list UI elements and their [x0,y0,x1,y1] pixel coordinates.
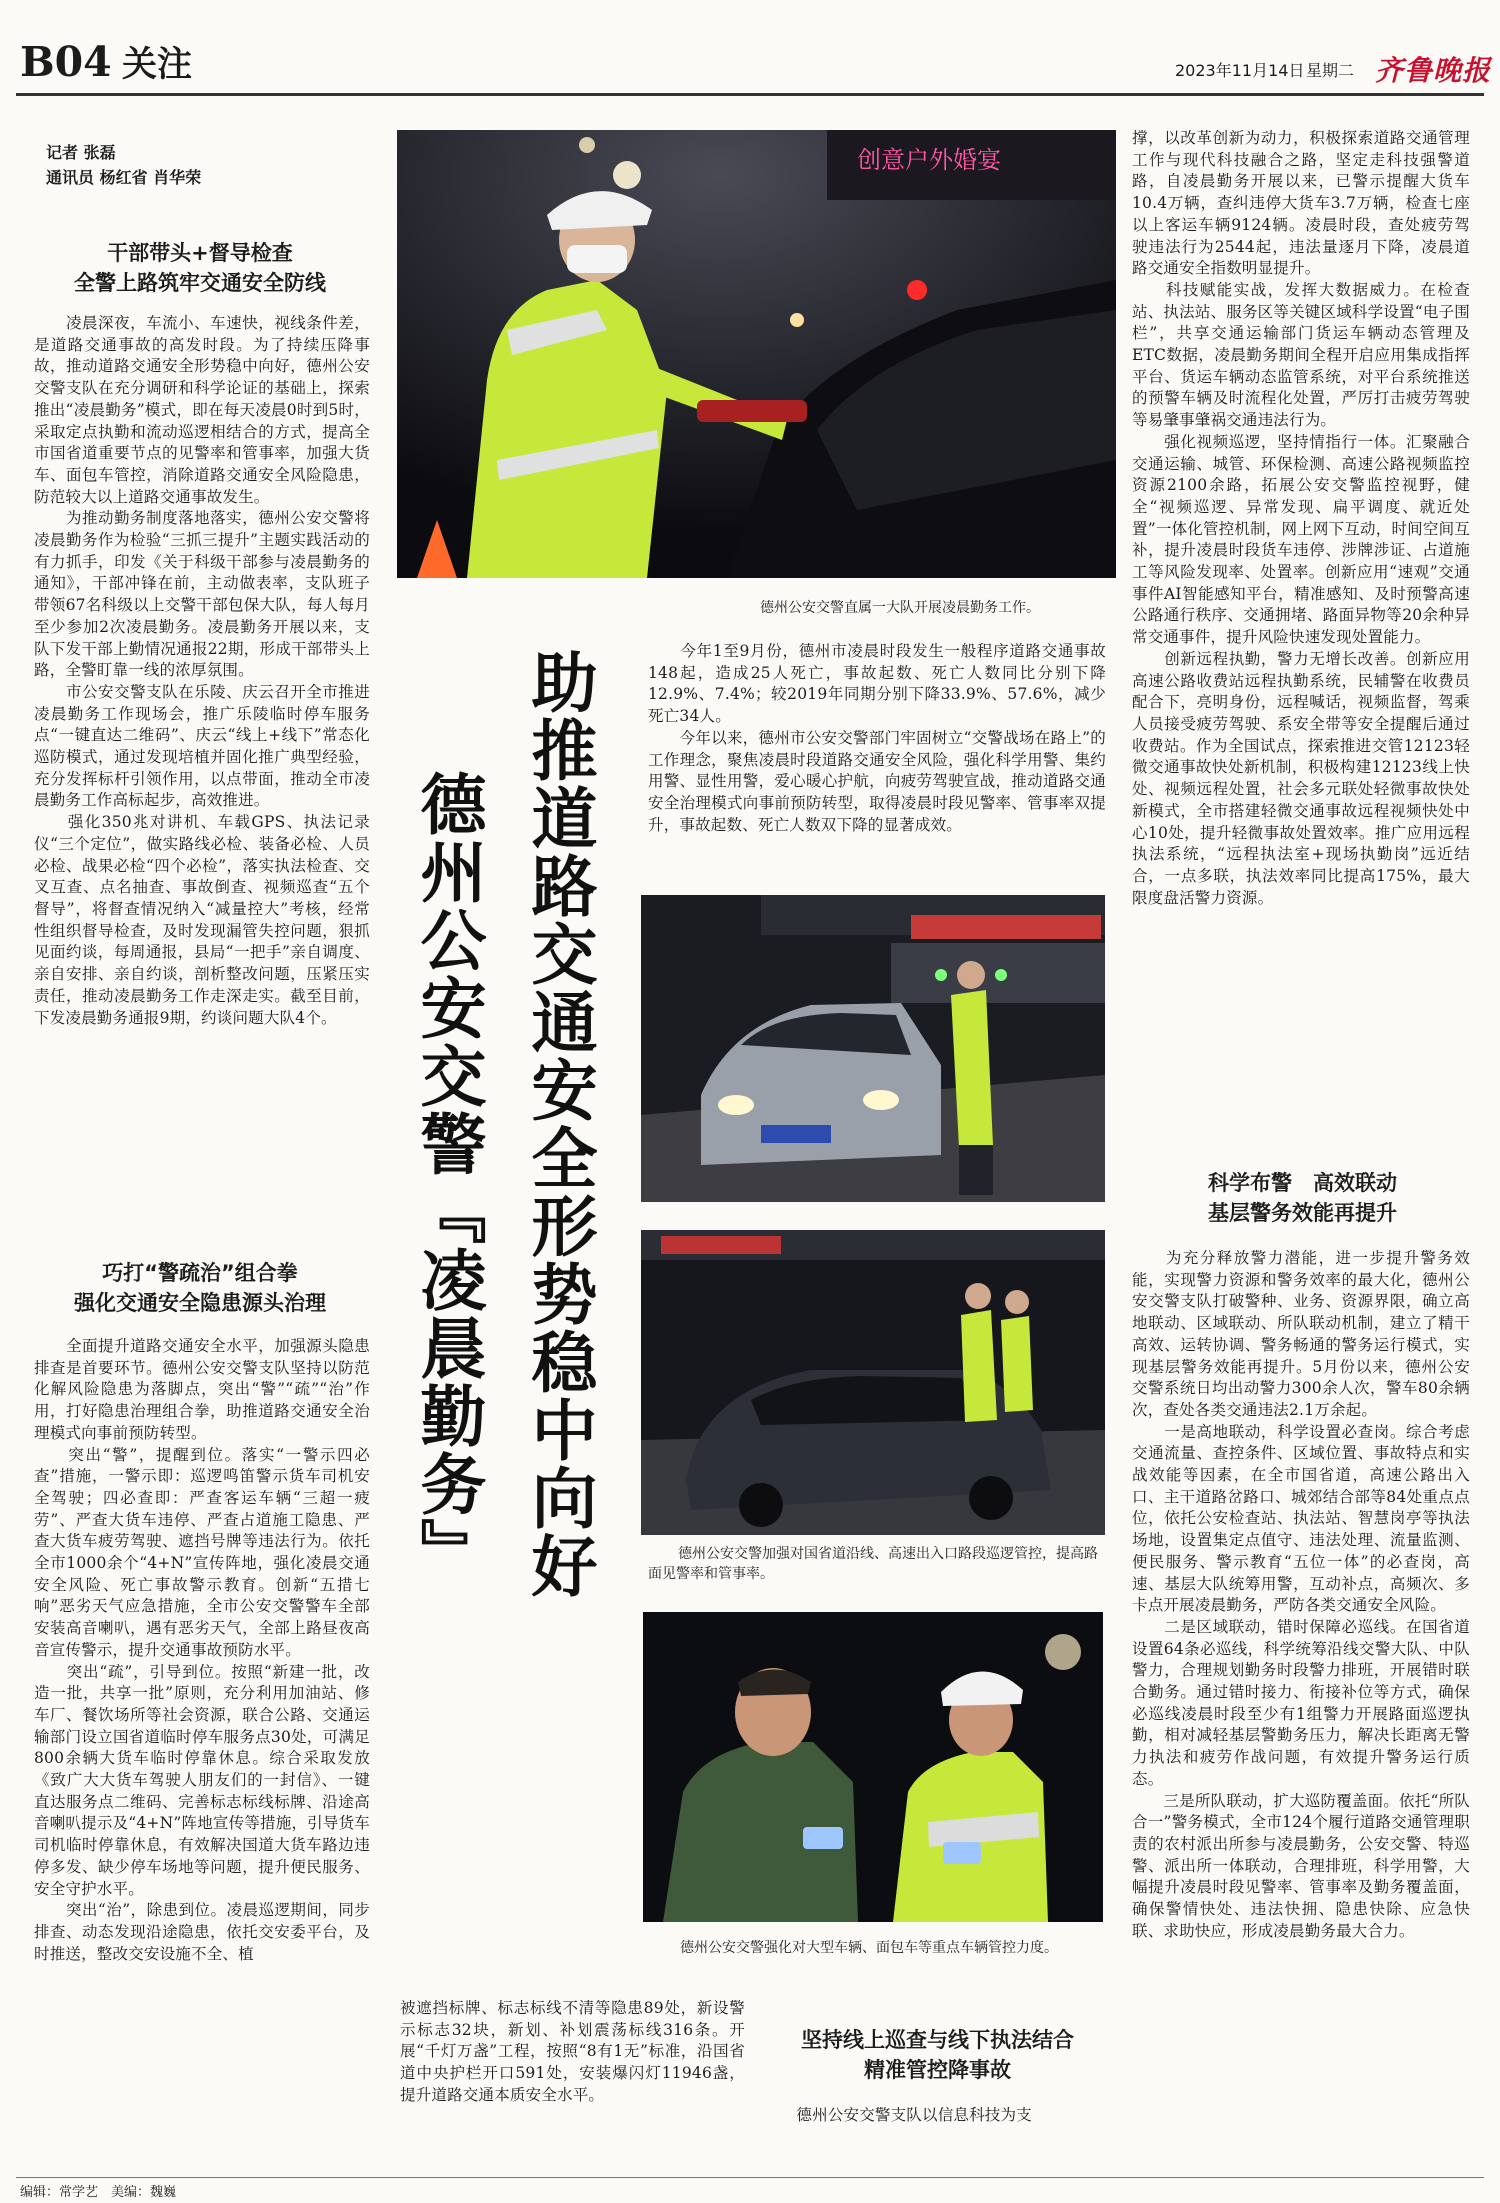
photo-officers-inspecting-car [641,1230,1105,1535]
section-2-title-line2: 强化交通安全隐患源头治理 [74,1291,326,1315]
masthead [0,0,1500,96]
article-col1-part1: 凌晨深夜，车流小、车速快，视线条件差，是道路交通事故的高发时段。为了持续压降事故，推动道路交通安全形势稳中向好，德州公安交警支队在充分调研和科学论证的基础上，探索推出“凌晨勤务”模式，即在每天凌晨0时到5时，采取定点执勤和流动巡逻相结合的方式，提高全市国省道重要节点的见警率和管事率，加强大货车、面包车管控，消除道路交通安全风险隐患，防范较大以上道路交通事故发生。 为推动勤务制度落地落实，德州公安交警将凌晨勤务作为检验“三抓三提升”主题实践活动的有力抓手，印发《关于科级干部参与凌晨勤务的通知》，干部冲锋在前，主动做表率，支队班子带领67名科级以上交警干部包保大队，每人每月至少参加2次凌晨勤务。凌晨勤务开展以来，支队下发干部上勤情况通报22期，形成干部带头上路，全警盯靠一线的浓厚氛围。 市公安交警支队在乐陵、庆云召开全市推进凌晨勤务工作现场会，推广乐陵临时停车服务点“一键直达二维码”、庆云“线上+线下”常态化巡防模式，通过发现培植并固化推广典型经验，充分发挥标杆引领作用，以点带面，推动全市凌晨勤务工作高标起步，高效推进。 强化350兆对讲机、车载GPS、执法记录仪“三个定位”，做实路线必检、装备必检、人员必检、战果必检“四个必检”，落实执法检查、交叉互查、点名抽查、事故倒查、视频巡查“五个督导”，将督查情况纳入“减量控大”考核，经常性组织督导检查，及时发现漏管失控问题，狠抓见面约谈，每周通报，县局“一把手”亲自调度、亲自安排、亲自约谈，剖析整改问题，压紧压实责任，推动凌晨勤务工作走深走实。截至目前，下发凌晨勤务通报9期，约谈问题大队4个。 [34,314,370,1027]
byline-reporter: 记者 张磊 [46,143,116,162]
caption-photo4: 德州公安交警强化对大型车辆、面包车等重点车辆管控力度。 [680,1940,1058,1956]
section-2-title [40,1258,360,1318]
section-2-title-line1: 巧打“警疏治”组合拳 [102,1261,298,1285]
weekday: 星期二 [1306,61,1355,80]
article-col3-bottom: 德州公安交警支队以信息科技为支 [765,2106,1032,2124]
footer-editors: 编辑：常学艺 美编：魏巍 [20,2185,177,2200]
masthead-rule [16,93,1484,96]
section-3-title [1140,1168,1465,1228]
headline-sub: 德州公安交警『凌晨勤务』 [409,770,487,1586]
section-3-title-line2: 基层警务效能再提升 [1208,1201,1397,1225]
byline [46,140,201,190]
photo-officer-at-toll-station [641,895,1105,1202]
paper-logo: 齐鲁晚报 [1375,54,1492,87]
byline-correspondents: 通讯员 杨红省 肖华荣 [46,168,202,187]
footer-rule [16,2177,1484,2178]
article-col4-part1: 撑，以改革创新为动力，积极探索道路交通管理工作与现代科技融合之路，坚定走科技强警道路，自凌晨勤务开展以来，已警示提醒大货车10.4万辆，查纠违停大货车3.7万辆，检查七座以上客运车辆9124辆。凌晨时段，查处疲劳驾驶违法行为2544起，违法量逐月下降，凌晨道路交通安全指数明显提升。 科技赋能实战，发挥大数据威力。在检查站、执法站、服务区等关键区域科学设置“电子围栏”，共享交通运输部门货运车辆动态管理及ETC数据，凌晨勤务期间全程开启应用集成指挥平台、货运车辆动态监管系统，对平台系统推送的预警车辆及时流程化处置，严厉打击疲劳驾驶等易肇事肇祸交通违法行为。 强化视频巡逻，坚持情指行一体。汇聚融合交通运输、城管、环保检测、高速公路视频监控资源2100余路，拓展公安交警监控视野，健全“视频巡逻、异常发现、扁平调度、就近处置”一体化管控机制，网上网下互动，时间空间互补，提升凌晨时段货车违停、涉牌涉证、占道施工等风险发现率、处置率。创新应用“速观”交通事件AI智能感知平台，精准感知、及时预警高速公路通行秩序、交通拥堵、路面异物等20余种异常交通事件，提升风险快速发现处置能力。 创新远程执勤，警力无增长改善。创新应用高速公路收费站远程执勤系统，民辅警在收费员配合下，亮明身份，远程喊话，视频监督，驾乘人员接受疲劳驾驶、系安全带等安全提醒后通过收费站。作为全国试点，探索推进交管12123轻微交通事故快处新机制，积极构建12123线上快处、视频远程处置，社会多元联处轻微事故快处新模式，全市搭建轻微交通事故远程视频快处中心10处，提升轻微事故处置效率。推广应用远程执法系统，“远程执法室+现场执勤岗”远近结合，一点多联，执法效率同比提高175%，最大限度盘活警力资源。 [1132,129,1470,907]
section-name: 关注 [122,45,193,85]
photo-officer-checking-driver-phone [643,1612,1103,1922]
section-1-title-line2: 全警上路筑牢交通安全防线 [74,271,326,295]
article-col1-part2: 全面提升道路交通安全水平，加强源头隐患排查是首要环节。德州公安交警支队坚持以防范化解风险隐患为落脚点，突出“警”“疏”“治”作用，打好隐患治理组合拳，助推道路交通安全治理模式向事前预防转型。 突出“警”，提醒到位。落实“一警示四必查”措施，一警示即：巡逻鸣笛警示货车司机安全驾驶；四必查即：严查客运车辆“三超一疲劳”、严查大货车违停、严查占道施工隐患、严查大货车疲劳驾驶、遮挡号牌等违法行为。依托全市1000余个“4+N”宣传阵地，强化凌晨交通安全风险、死亡事故警示教育。创新“五措七响”恶劣天气应急措施，全市公安交警警车全部安装高音喇叭，遇有恶劣天气，全部上路昼夜高音宣传警示，提升交通事故预防水平。 突出“疏”，引导到位。按照“新建一批，改造一批，共享一批”原则，充分利用加油站、修车厂、餐饮场所等社会资源，联合公路、交通运输部门设立国省道临时停车服务点30处，可满足800余辆大货车临时停靠休息。综合采取发放《致广大大货车驾驶人朋友们的一封信》、一键直达服务点二维码、完善标志标线标牌、沿途高音喇叭提示及“4+N”阵地宣传等措施，引导货车司机临时停靠休息，有效解决国道大货车路边违停多发、缺少停车场地等问题，提升便民服务、安全守护水平。 突出“治”，除患到位。凌晨巡逻期间，同步排查、动态发现沿途隐患，依托交安委平台，及时推送，整改交安设施不全、植 [34,1337,370,1963]
headline-main: 助推道路交通安全形势稳中向好 [520,648,598,1600]
page-number: B04 [20,38,112,86]
section-4-title-line1: 坚持线上巡查与线下执法结合 [801,2028,1074,2052]
section-3-title-line1: 科学布警 高效联动 [1208,1171,1397,1195]
issue-date: 2023年11月14日 [1175,61,1305,80]
section-4-title-line2: 精准管控降事故 [864,2058,1011,2082]
article-col3-intro: 今年1至9月份，德州市凌晨时段发生一般程序道路交通事故148起，造成25人死亡，事故起数、死亡人数同比分别下降12.9%、7.4%；较2019年同期分别下降33.9%、57.6%，减少死亡34人。 今年以来，德州市公安交警部门牢固树立“交警战场在路上”的工作理念，聚焦凌晨时段道路交通安全风险，强化科学用警、集约用警、显性用警，爱心暖心护航，向疲劳驾驶宣战，推动道路交通安全治理模式向事前预防转型，取得凌晨时段见警率、管事率双提升，事故起数、死亡人数双下降的显著成效。 [648,642,1106,834]
photo-officer-checking-car [397,130,1116,578]
article-col4-part2: 为充分释放警力潜能，进一步提升警务效能，实现警力资源和警务效率的最大化，德州公安交警支队打破警种、业务、资源界限，确立高地联动、区域联动、所队联动机制，建立了精干高效、运转协调、警务畅通的警务运行模式，实现基层警务效能再提升。5月份以来，德州公安交警系统日均出动警力300余人次，警车80余辆次，查处各类交通违法2.1万余起。 一是高地联动，科学设置必查岗。综合考虑交通流量、查控条件、区域位置、事故特点和实战效能等因素，在全市国省道，高速公路出入口、主干道路岔路口、城郊结合部等84处重点点位，依托公安检查站、执法站、智慧岗亭等执法场地，设置集定点值守、违法处理、流量监测、便民服务、警示教育“五位一体”的必查岗，高速、基层大队统筹用警，互动补点，高频次、多卡点开展凌晨勤务，严防各类交通安全风险。 二是区域联动，错时保障必巡线。在国省道设置64条必巡线，科学统筹沿线交警大队、中队警力，合理规划勤务时段警力排班，开展错时联合勤务。通过错时接力、衔接补位等方式，确保必巡线凌晨时段至少有1组警力开展路面巡逻执勤，相对减轻基层警勤务压力，解决长距离无警力执法和疲劳作战问题，有效提升警务运行质态。 三是所队联动，扩大巡防覆盖面。依托“所队合一”警务模式，全市124个履行道路交通管理职责的农村派出所参与凌晨勤务，公安交警、特巡警、派出所一体联动，合理排班，科学用警，大幅提升凌晨时段见警率、管事率及勤务覆盖面，确保警情快处、违法快拥、隐患快除、应急快联、求助快应，形成凌晨勤务最大合力。 [1132,1249,1470,1940]
shop-sign: 创意户外婚宴 [857,146,1001,174]
section-1-title-line1: 干部带头+督导检查 [107,241,293,265]
section-1-title [40,238,360,298]
section-4-title [765,2025,1110,2085]
article-col2-bottom: 被遮挡标牌、标志标线不清等隐患89处，新设警示标志32块，新划、补划震荡标线316条。开展“千灯万盏”工程，按照“8有1无”标准，沿国省道中央护栏开口591处，安装爆闪灯11946盏，提升道路交通本质安全水平。 [400,1999,745,2104]
caption-photo1: 德州公安交警直属一大队开展凌晨勤务工作。 [760,600,1040,616]
caption-photo2-3: 德州公安交警加强对国省道沿线、高速出入口路段巡逻管控，提高路面见警率和管事率。 [648,1546,1098,1582]
